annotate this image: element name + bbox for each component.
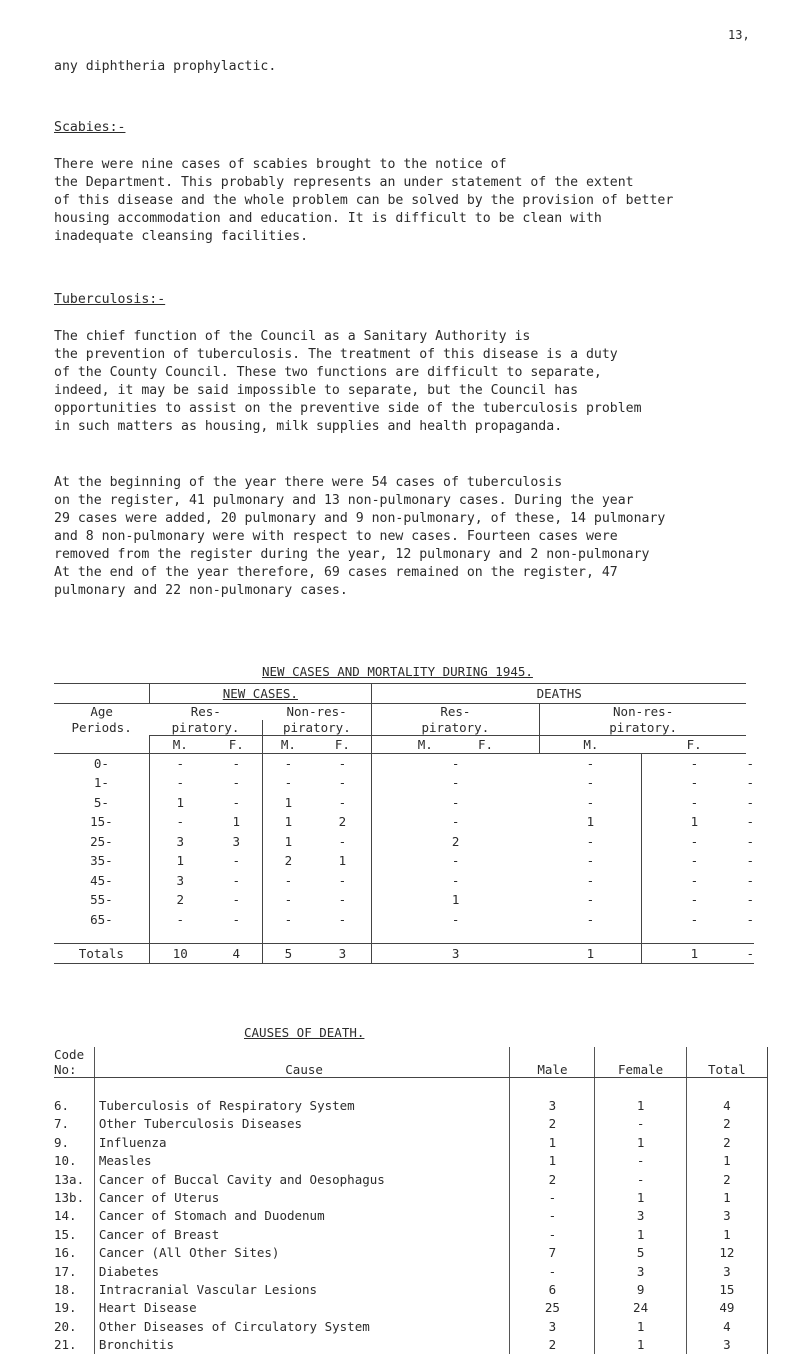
age-period: 15- [90, 814, 113, 830]
female-cell: 1 [595, 1225, 686, 1243]
scabies-paragraph: There were nine cases of scabies brought to the notice of the Department. This probably represents an under statement of the extent of this disease and the whole problem can be solved by the provision of better housing accommodation and education. It is difficult to be clean with inadequate cleansing facilities. [54, 157, 674, 244]
tuberculosis-paragraph-2: At the beginning of the year there were 54 cases of tuberculosis on the register, 41 pulmonary and 13 non-pulmonary cases. During the year 29 cases were added, 20 pulmonary and 9 non-pulmonary, of these, 14 pulmonary and 8 non-pulmonary were with respect to new cases. Fourteen cases were removed from the register during the year, 12 pulmonary and 2 non-pulmonary At the end of the year therefore, 69 cases remained on the register, 47 pulmonary and 22 non-pulmonary cases. [54, 475, 666, 598]
cell-value: - [338, 892, 347, 908]
cell-value: - [746, 853, 754, 869]
group-deaths: DEATHS [536, 686, 582, 701]
cell-value: - [586, 892, 595, 908]
total-cell: 12 [686, 1244, 767, 1262]
table-row [54, 1317, 768, 1335]
code-cell: 9. [54, 1134, 70, 1150]
cell-value: - [642, 773, 747, 793]
sex-m: M. [539, 736, 642, 754]
code-cell: 16. [54, 1245, 77, 1261]
new-cases-table-title: NEW CASES AND MORTALITY DURING 1945. [262, 664, 533, 679]
code-cell: 10. [54, 1153, 77, 1169]
cell-value: 1 [371, 890, 539, 910]
code-cell: 14. [54, 1208, 77, 1224]
table-row [54, 1188, 768, 1206]
code-cell: 17. [54, 1263, 77, 1279]
cell-value: 2 [371, 832, 539, 852]
female-cell: 1 [595, 1335, 686, 1353]
tuberculosis-heading: Tuberculosis:- [54, 292, 166, 307]
total-value: 10 [149, 943, 210, 963]
sex-f: F. [642, 736, 747, 754]
table-row [54, 1262, 768, 1280]
scabies-heading: Scabies:- [54, 120, 126, 135]
cell-value: - [586, 756, 595, 771]
cell-value: 2 [149, 890, 210, 910]
cell-value: - [232, 911, 241, 927]
total-cell: 4 [686, 1096, 767, 1114]
age-period: 1- [93, 775, 109, 791]
male-cell: 3 [510, 1317, 595, 1335]
death-nonresp-header-2: piratory. [539, 720, 746, 736]
age-header: Age [90, 704, 113, 720]
code-cell: 6. [54, 1098, 70, 1114]
page-number: 13, [728, 28, 750, 42]
cell-value: 1 [262, 832, 314, 852]
table-row [54, 851, 754, 871]
cell-value: - [338, 911, 347, 927]
female-cell: - [595, 1115, 686, 1133]
cell-value: - [746, 833, 754, 849]
cause-header: Cause [94, 1047, 510, 1078]
total-value: 5 [262, 943, 314, 963]
cause-cell: Other Tuberculosis Diseases [94, 1115, 510, 1133]
cell-value: - [262, 773, 314, 793]
cell-value: 3 [149, 871, 210, 891]
cell-value: 1 [232, 814, 241, 830]
new-resp-header-2: piratory. [149, 720, 262, 736]
female-cell: 1 [595, 1133, 686, 1151]
total-cell: 4 [686, 1317, 767, 1335]
age-period: 45- [90, 872, 113, 888]
total-cell: 1 [686, 1188, 767, 1206]
male-cell: 6 [510, 1280, 595, 1298]
female-cell: 5 [595, 1244, 686, 1262]
cell-value: - [232, 892, 241, 908]
cell-value: - [746, 872, 754, 888]
cell-value: - [586, 853, 595, 869]
new-cases-table [54, 683, 754, 964]
totals-row [54, 943, 754, 963]
cell-value: - [586, 775, 595, 791]
table-row [54, 1152, 768, 1170]
cell-value: - [746, 775, 754, 791]
male-cell: 2 [510, 1170, 595, 1188]
total-value: 3 [314, 943, 372, 963]
female-cell: 3 [595, 1207, 686, 1225]
death-nonresp-header-1: Non-res- [539, 704, 746, 720]
cell-value: 1 [586, 814, 595, 830]
table-row [54, 1207, 768, 1225]
male-cell: - [510, 1225, 595, 1243]
cause-cell: Heart Disease [94, 1299, 510, 1317]
age-period: 35- [90, 853, 113, 869]
total-cell: 3 [686, 1335, 767, 1353]
age-period: 25- [90, 833, 113, 849]
total-cell: 2 [686, 1115, 767, 1133]
cell-value: 3 [149, 832, 210, 852]
cell-value: 1 [149, 851, 210, 871]
new-nonresp-header-1: Non-res- [286, 704, 347, 720]
cell-value: - [371, 773, 539, 793]
sex-f: F. [314, 736, 372, 754]
sex-f: F. [211, 736, 263, 754]
table-row [54, 1335, 768, 1353]
cell-value: 2 [338, 814, 347, 830]
table-row [54, 1299, 768, 1317]
cell-value: - [262, 890, 314, 910]
age-period: 65- [90, 911, 113, 927]
total-cell: 1 [686, 1225, 767, 1243]
male-cell: 7 [510, 1244, 595, 1262]
cell-value: 1 [262, 812, 314, 832]
age-period: 5- [93, 794, 109, 810]
cell-value: - [371, 754, 539, 774]
cell-value: - [338, 833, 347, 849]
code-cell: 18. [54, 1281, 77, 1297]
causes-table-title: CAUSES OF DEATH. [244, 1025, 365, 1040]
cell-value: - [149, 812, 210, 832]
table-row [54, 793, 754, 813]
cell-value: - [262, 910, 314, 930]
cell-value: - [371, 871, 539, 891]
new-nonresp-header-2: piratory. [262, 720, 371, 736]
cell-value: - [586, 794, 595, 810]
cell-value: - [746, 814, 754, 830]
cell-value: - [338, 794, 347, 810]
male-cell: 3 [510, 1096, 595, 1114]
causes-table [54, 1047, 768, 1354]
table-row [54, 910, 754, 930]
male-cell: - [510, 1262, 595, 1280]
code-cell: 20. [54, 1318, 77, 1334]
cell-value: - [586, 833, 595, 849]
total-cell: 15 [686, 1280, 767, 1298]
code-cell: 7. [54, 1116, 70, 1132]
total-value: 1 [539, 943, 642, 963]
total-cell: 3 [686, 1207, 767, 1225]
male-cell: 2 [510, 1115, 595, 1133]
table-row [54, 1096, 768, 1114]
age-periods-header: Periods. [71, 720, 132, 735]
cause-cell: Cancer of Stomach and Duodenum [94, 1207, 510, 1225]
total-cell: 3 [686, 1262, 767, 1280]
male-cell: 1 [510, 1133, 595, 1151]
cell-value: 1 [262, 793, 314, 813]
male-cell: - [510, 1207, 595, 1225]
cell-value: - [642, 851, 747, 871]
cell-value: - [586, 872, 595, 888]
female-cell: 1 [595, 1096, 686, 1114]
table-row [54, 1170, 768, 1188]
cell-value: - [232, 756, 241, 771]
cell-value: - [232, 794, 241, 810]
cell-value: - [338, 775, 347, 791]
female-cell: - [595, 1152, 686, 1170]
cause-cell: Tuberculosis of Respiratory System [94, 1096, 510, 1114]
age-period: 0- [93, 756, 109, 771]
cause-cell: Bronchitis [94, 1335, 510, 1353]
intro-line: any diphtheria prophylactic. [54, 59, 277, 74]
female-cell: 9 [595, 1280, 686, 1298]
total-header: Total [686, 1047, 767, 1078]
tuberculosis-paragraph-1: The chief function of the Council as a Sanitary Authority is the prevention of tuberculosis. The treatment of this disease is a duty of the County Council. These two functions are difficult to separate, indeed, it may be said impossible to separate, but the Council has opportunities to assist on the preventive side of the tuberculosis problem in such matters as housing, milk supplies and health propaganda. [54, 329, 642, 434]
cause-cell: Cancer of Breast [94, 1225, 510, 1243]
code-no-header: No: [54, 1062, 77, 1077]
table-row [54, 812, 754, 832]
cause-cell: Measles [94, 1152, 510, 1170]
cell-value: - [232, 853, 241, 869]
new-resp-header-1: Res- [190, 704, 221, 720]
cause-cell: Influenza [94, 1133, 510, 1151]
cell-value: 1 [642, 812, 747, 832]
total-value: - [746, 943, 754, 963]
code-cell: 15. [54, 1226, 77, 1242]
cell-value: - [262, 871, 314, 891]
cell-value: - [149, 910, 210, 930]
table-row [54, 1225, 768, 1243]
cell-value: 1 [149, 793, 210, 813]
total-cell: 2 [686, 1133, 767, 1151]
cell-value: - [642, 871, 747, 891]
death-resp-header-1: Res- [371, 704, 539, 720]
total-value: 4 [211, 943, 263, 963]
male-cell: 1 [510, 1152, 595, 1170]
total-cell: 49 [686, 1299, 767, 1317]
cell-value: - [338, 756, 347, 771]
group-new-cases: NEW CASES. [222, 686, 298, 701]
cell-value: - [642, 754, 747, 774]
cell-value: - [642, 910, 747, 930]
table-row [54, 1280, 768, 1298]
cell-value: 1 [338, 853, 347, 869]
male-header: Male [510, 1047, 595, 1078]
male-cell: - [510, 1188, 595, 1206]
sex-m: M. [262, 736, 314, 754]
cell-value: - [371, 812, 539, 832]
sex-m: M. [149, 736, 210, 754]
sex-m-f: M. F. [371, 736, 539, 754]
cause-cell: Cancer of Buccal Cavity and Oesophagus [94, 1170, 510, 1188]
total-value: 3 [371, 943, 539, 963]
cell-value: - [371, 851, 539, 871]
death-resp-header-2: piratory. [371, 720, 539, 736]
table-row [54, 890, 754, 910]
cell-value: - [642, 793, 747, 813]
table-row [54, 754, 754, 774]
cell-value: - [232, 872, 241, 888]
cell-value: - [338, 872, 347, 888]
table-row [54, 1244, 768, 1262]
female-cell: - [595, 1170, 686, 1188]
cause-cell: Other Diseases of Circulatory System [94, 1317, 510, 1335]
cause-cell: Cancer of Uterus [94, 1188, 510, 1206]
table-row [54, 832, 754, 852]
cell-value: - [262, 754, 314, 774]
code-cell: 21. [54, 1337, 77, 1353]
code-cell: 13a. [54, 1171, 85, 1187]
cell-value: - [232, 775, 241, 791]
age-period: 55- [90, 892, 113, 908]
table-row [54, 1115, 768, 1133]
female-cell: 24 [595, 1299, 686, 1317]
cell-value: - [746, 892, 754, 908]
male-cell: 25 [510, 1299, 595, 1317]
cell-value: - [746, 794, 754, 810]
cell-value: - [371, 793, 539, 813]
cell-value: - [371, 910, 539, 930]
code-cell: 13b. [54, 1190, 85, 1206]
cell-value: - [586, 911, 595, 927]
cell-value: 2 [262, 851, 314, 871]
totals-label: Totals [54, 943, 149, 963]
male-cell: 2 [510, 1335, 595, 1353]
cell-value: - [642, 832, 747, 852]
female-cell: 1 [595, 1317, 686, 1335]
total-cell: 2 [686, 1170, 767, 1188]
table-row [54, 773, 754, 793]
cause-cell: Cancer (All Other Sites) [94, 1244, 510, 1262]
cell-value: 3 [232, 833, 241, 849]
table-row [54, 871, 754, 891]
cell-value: - [149, 754, 210, 774]
code-header: Code [54, 1047, 85, 1062]
cell-value: - [642, 890, 747, 910]
female-header: Female [595, 1047, 686, 1078]
cell-value: - [746, 911, 754, 927]
cause-cell: Intracranial Vascular Lesions [94, 1280, 510, 1298]
female-cell: 1 [595, 1188, 686, 1206]
total-value: 1 [642, 943, 747, 963]
table-row [54, 1133, 768, 1151]
code-cell: 19. [54, 1300, 77, 1316]
total-cell: 1 [686, 1152, 767, 1170]
cell-value: - [746, 755, 754, 771]
cause-cell: Diabetes [94, 1262, 510, 1280]
female-cell: 3 [595, 1262, 686, 1280]
cell-value: - [149, 773, 210, 793]
